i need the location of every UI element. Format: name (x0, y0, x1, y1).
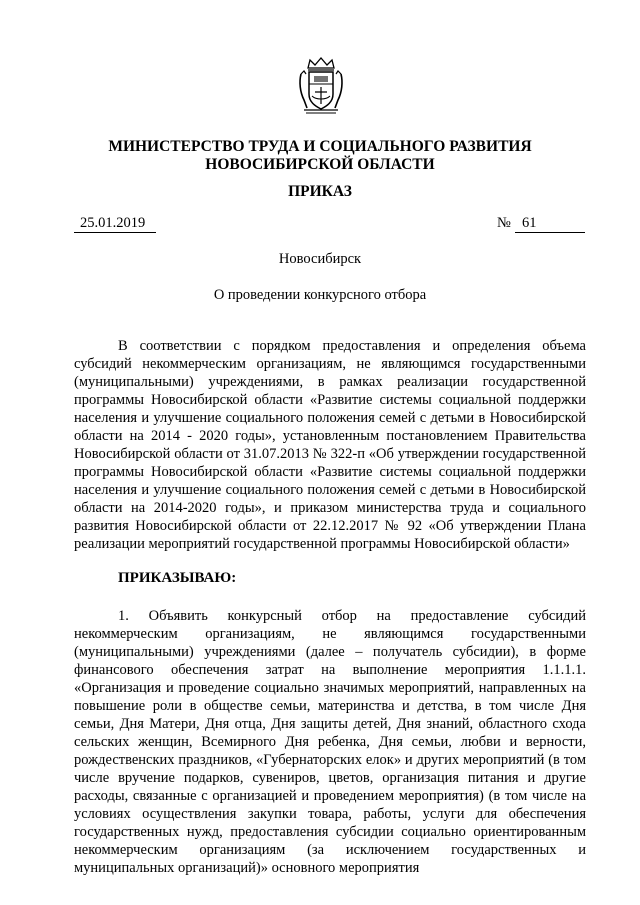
ministry-name (0, 138, 640, 174)
city-name: Новосибирск (278, 251, 362, 267)
date-underline (74, 232, 156, 233)
order-date: 25.01.2019 (80, 215, 146, 231)
ministry-name-line1: МИНИСТЕРСТВО ТРУДА И СОЦИАЛЬНОГО РАЗВИТИЯ (108, 138, 532, 155)
item-1-paragraph: 1. Объявить конкурсный отбор на предоставление субсидий некоммерческим организациям, не являющимся государственными (муниципальными) учреждениями (далее – получатель субсидии), в форме финансового обеспечения затрат на выполнение мероприятия 1.1.1.1. «Организация и проведение социально значимых мероприятий, направленных на повышение роли в обществе семьи, материнства и детства, в том числе Дня семьи, Дня Матери, Дня отца, Дня защиты детей, Дня знаний, областного схода сельских женщин, Всемирного Дня ребенка, Дня семьи, любви и верности, рождественских праздников, «Губернаторских елок» и других мероприятий (в том числе вручение подарков, сувениров, цветов, организация питания и другие расходы, связанные с организацией и проведением мероприятия) (в том числе на условиях осуществления закупки товара, работы, услуги для обеспечения государственных нужд, предоставления субсидии социально ориентированным некоммерческим организациям (за исключением государственных и муниципальных организаций)» основного мероприятия (74, 608, 586, 876)
number-sign: № (497, 215, 511, 231)
order-subject: О проведении конкурсного отбора (213, 287, 427, 303)
number-underline (515, 232, 585, 233)
order-directive-word: ПРИКАЗЫВАЮ: (118, 570, 237, 586)
order-number: 61 (522, 215, 537, 231)
ministry-name-line2: НОВОСИБИРСКОЙ ОБЛАСТИ (205, 156, 435, 173)
document-type-title: ПРИКАЗ (288, 183, 352, 200)
preamble-paragraph: В соответствии с порядком предоставления и определения объема субсидий некоммерческим организациям, не являющимся государственными (муниципальными) учреждениями, в рамках реализации государственной программы Новосибирской области «Развитие системы социальной поддержки населения и улучшение социального положения семей с детьми в Новосибирской области на 2014 - 2020 годы», установленным постановлением Правительства Новосибирской области от 31.07.2013 № 322-п «Об утверждении государственной программы Новосибирской области «Развитие системы социальной поддержки населения и улучшение социального положения семей с детьми в Новосибирской области на 2014-2020 годы», и приказом министерства труда и социального развития Новосибирской области от 22.12.2017 № 92 «Об утверждении Плана реализации мероприятий государственной программы Новосибирской области» (74, 338, 586, 552)
coat-of-arms-icon (298, 56, 344, 116)
